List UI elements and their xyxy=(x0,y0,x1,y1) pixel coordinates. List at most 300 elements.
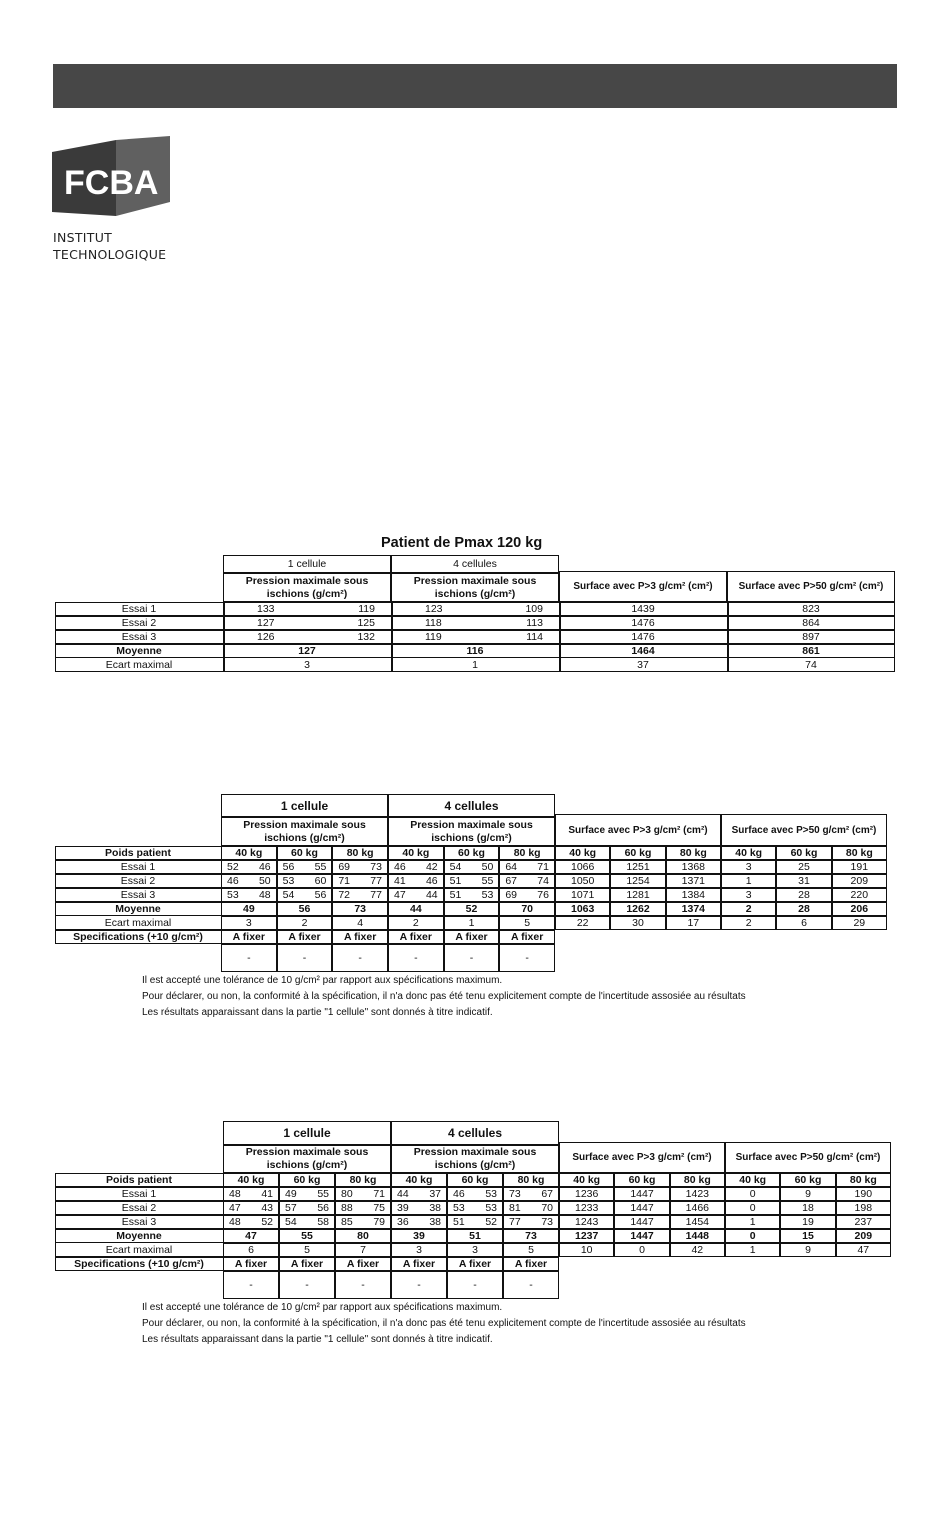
t3-moyenne-c1: 55 xyxy=(301,1230,313,1242)
t2-ecart-s50: 29 xyxy=(853,917,866,929)
t3-s3-value: 1454 xyxy=(685,1216,709,1228)
t2-weight-label: 40 kg xyxy=(569,847,597,859)
value-right: 58 xyxy=(317,1216,329,1228)
t1-group1-label: 1 cellule xyxy=(287,558,327,570)
t3-moyenne-s3: 1448 xyxy=(685,1230,709,1242)
t2-spec-dash: - xyxy=(302,952,307,964)
t2-row-label: Essai 3 xyxy=(120,889,156,901)
t2-ecart-c1: 3 xyxy=(245,917,252,929)
t2-s50-value: 3 xyxy=(745,889,752,901)
t3-weight-label: 80 kg xyxy=(517,1174,545,1186)
t2-c4-values xyxy=(499,888,555,902)
value-right: 53 xyxy=(481,889,494,901)
t2-s50-value: 191 xyxy=(850,861,869,873)
t3-s50-value: 9 xyxy=(805,1188,811,1200)
value-left: 127 xyxy=(257,617,275,629)
t2-ecart-s3: 30 xyxy=(632,917,644,929)
t3-c1-values xyxy=(223,1215,279,1229)
t2-moyenne-c1: 49 xyxy=(242,903,255,915)
t2-ecart-c1: 2 xyxy=(301,917,308,929)
logo-subtitle-line2: TECHNOLOGIQUE xyxy=(53,247,167,262)
t3-moyenne-c4: 39 xyxy=(413,1230,425,1242)
note-line: Les résultats apparaissant dans la partie "1 cellule" sont donnés à titre indicatif. xyxy=(142,1007,493,1018)
t1-s3-value: 1476 xyxy=(631,631,655,643)
t3-ecart-c4: 5 xyxy=(528,1244,534,1256)
t2-spec-value: A fixer xyxy=(399,931,432,943)
t2-moyenne-label: Moyenne xyxy=(115,903,161,915)
note-line: Il est accepté une tolérance de 10 g/cm² par rapport aux spécifications maximum. xyxy=(142,975,503,986)
t3-s3-value: 1447 xyxy=(630,1216,654,1228)
t3-moyenne-s3: 1237 xyxy=(574,1230,599,1242)
t3-ecart-c4: 3 xyxy=(472,1244,478,1256)
value-right: 75 xyxy=(373,1202,385,1214)
t1-ecart-label: Ecart maximal xyxy=(105,659,173,671)
t3-c1-values xyxy=(279,1201,335,1215)
table1-title: Patient de Pmax 120 kg xyxy=(381,535,543,551)
t2-c1-values xyxy=(277,874,333,888)
t2-surf3-label: Surface avec P>3 g/cm² (cm²) xyxy=(568,824,708,836)
t3-row-label: Essai 2 xyxy=(121,1202,157,1214)
value-left: 69 xyxy=(338,861,351,873)
note-line: Les résultats apparaissant dans la partie "1 cellule" sont donnés à titre indicatif. xyxy=(142,1334,493,1345)
t1-row-label: Essai 3 xyxy=(121,631,157,643)
value-left: 56 xyxy=(282,861,295,873)
value-right: 50 xyxy=(258,875,271,887)
t2-c4-values xyxy=(444,860,500,874)
t3-s3-value: 1447 xyxy=(630,1188,654,1200)
value-left: 57 xyxy=(285,1202,297,1214)
t1-surf50-label: Surface avec P>50 g/cm² (cm²) xyxy=(738,581,884,592)
t1-moyenne-c4: 116 xyxy=(466,645,484,657)
t3-s3-value: 1243 xyxy=(574,1216,599,1228)
t2-s3-value: 1251 xyxy=(626,861,650,873)
t1-ecart-s50: 74 xyxy=(805,659,817,671)
t1-c1-values xyxy=(251,630,381,644)
t2-c4-values xyxy=(499,860,555,874)
value-right: 42 xyxy=(425,861,438,873)
value-right: 53 xyxy=(485,1188,497,1200)
value-right: 56 xyxy=(314,889,327,901)
t3-surf3-label: Surface avec P>3 g/cm² (cm²) xyxy=(572,1152,712,1163)
value-right: 38 xyxy=(429,1216,441,1228)
value-right: 119 xyxy=(358,603,375,615)
t2-c1-values xyxy=(332,874,388,888)
value-left: 46 xyxy=(227,875,239,887)
t3-s50-value: 0 xyxy=(749,1202,756,1214)
value-right: 71 xyxy=(537,861,549,873)
t2-spec-label: Specifications (+10 g/cm²) xyxy=(73,931,203,943)
t3-c1-values xyxy=(335,1215,391,1229)
t2-c1-values xyxy=(332,860,388,874)
t2-c1-values xyxy=(221,888,277,902)
t2-s3-value: 1066 xyxy=(570,861,595,873)
t3-spec-dash: - xyxy=(249,1279,253,1291)
t2-moyenne-c4: 70 xyxy=(521,903,533,915)
value-left: 80 xyxy=(341,1188,353,1200)
value-left: 48 xyxy=(229,1188,241,1200)
t3-group1-label: 1 cellule xyxy=(283,1126,331,1140)
t3-s3-value: 1423 xyxy=(685,1188,709,1200)
t2-weight-label: 40 kg xyxy=(402,847,430,859)
t3-c4-values xyxy=(503,1215,559,1229)
t3-ecart-s50: 9 xyxy=(805,1244,811,1256)
t3-weight-label: 60 kg xyxy=(794,1174,822,1186)
t3-ecart-s3: 10 xyxy=(580,1244,593,1256)
t2-ecart-c4: 1 xyxy=(468,917,475,929)
t3-moyenne-c4: 73 xyxy=(525,1230,537,1242)
t3-spec-dash: - xyxy=(473,1279,477,1291)
value-left: 44 xyxy=(397,1188,409,1200)
t3-weight-label: 40 kg xyxy=(739,1174,767,1186)
t2-s3-value: 1071 xyxy=(570,889,595,901)
notes-a xyxy=(142,973,746,1021)
t2-weight-label: 80 kg xyxy=(346,847,374,859)
t2-s3-value: 1384 xyxy=(681,889,705,901)
value-left: 71 xyxy=(338,875,351,887)
value-left: 48 xyxy=(229,1216,241,1228)
t3-ecart-c1: 5 xyxy=(304,1244,310,1256)
t3-c1-values xyxy=(223,1201,279,1215)
t2-c1-values xyxy=(221,874,277,888)
t3-s50-value: 19 xyxy=(802,1216,814,1228)
t2-spec-value: A fixer xyxy=(455,931,488,943)
t2-s50-value: 28 xyxy=(798,889,810,901)
t1-group2-label: 4 cellules xyxy=(453,558,497,570)
t2-weight-label: 60 kg xyxy=(624,847,652,859)
value-left: 133 xyxy=(257,603,275,615)
t2-moyenne-s50: 28 xyxy=(798,903,810,915)
t3-ecart-c1: 6 xyxy=(248,1244,254,1256)
header-bar xyxy=(53,64,897,108)
t2-ecart-s50: 2 xyxy=(745,917,752,929)
t3-s50-value: 18 xyxy=(802,1202,814,1214)
t3-s50-value: 0 xyxy=(749,1188,756,1200)
t3-c1-values xyxy=(335,1201,391,1215)
t3-c4-values xyxy=(503,1201,559,1215)
t3-moyenne-c1: 80 xyxy=(357,1230,369,1242)
t2-c1-values xyxy=(221,860,277,874)
t1-moyenne-s50: 861 xyxy=(802,645,820,657)
t2-spec-value: A fixer xyxy=(288,931,321,943)
t2-ecart-label: Ecart maximal xyxy=(104,917,172,929)
t3-c4-values xyxy=(447,1187,503,1201)
t3-spec-value: A fixer xyxy=(458,1258,492,1270)
value-left: 54 xyxy=(285,1216,297,1228)
t1-s3-value: 1476 xyxy=(631,617,655,629)
value-left: 64 xyxy=(505,861,518,873)
t3-surf50-label: Surface avec P>50 g/cm² (cm²) xyxy=(735,1152,881,1163)
value-left: 46 xyxy=(394,861,406,873)
value-right: 52 xyxy=(485,1216,497,1228)
t3-c4-values xyxy=(391,1187,447,1201)
t2-weight-label: 80 kg xyxy=(845,847,873,859)
t3-spec-dash: - xyxy=(361,1279,365,1291)
t2-c1-values xyxy=(277,888,333,902)
t2-s50-value: 220 xyxy=(850,889,869,901)
value-right: 67 xyxy=(541,1188,553,1200)
value-right: 109 xyxy=(525,603,543,615)
t3-moyenne-s3: 1447 xyxy=(630,1230,654,1242)
value-right: 48 xyxy=(258,889,271,901)
value-right: 125 xyxy=(357,617,375,629)
t1-s3-value: 1439 xyxy=(631,603,655,615)
notes-b xyxy=(142,1300,746,1348)
t2-c4-values xyxy=(388,874,444,888)
t3-weight-label: 60 kg xyxy=(461,1174,489,1186)
value-right: 44 xyxy=(425,889,438,901)
t1-surf3-label: Surface avec P>3 g/cm² (cm²) xyxy=(573,581,713,592)
t3-weight-label: 60 kg xyxy=(628,1174,656,1186)
t3-s3-value: 1447 xyxy=(630,1202,654,1214)
t3-c1-values xyxy=(279,1215,335,1229)
value-right: 74 xyxy=(537,875,549,887)
value-left: 47 xyxy=(229,1202,241,1214)
value-right: 55 xyxy=(317,1188,329,1200)
t3-weight-label: 80 kg xyxy=(849,1174,877,1186)
value-right: 41 xyxy=(261,1188,273,1200)
t2-ecart-c4: 2 xyxy=(412,917,419,929)
t2-weight-label: 40 kg xyxy=(235,847,263,859)
t3-spec-value: A fixer xyxy=(290,1258,324,1270)
t2-ecart-s3: 22 xyxy=(576,917,589,929)
value-left: 118 xyxy=(425,617,442,629)
t2-moyenne-s3: 1262 xyxy=(626,903,650,915)
value-left: 54 xyxy=(449,861,462,873)
t2-spec-value: A fixer xyxy=(511,931,544,943)
t3-c4-values xyxy=(447,1201,503,1215)
t2-s50-value: 209 xyxy=(850,875,869,887)
value-right: 77 xyxy=(370,875,382,887)
t2-s3-value: 1368 xyxy=(681,861,705,873)
t3-spec-value: A fixer xyxy=(346,1258,380,1270)
t3-c1-values xyxy=(223,1187,279,1201)
value-left: 72 xyxy=(338,889,351,901)
t2-ecart-s3: 17 xyxy=(687,917,700,929)
t3-ecart-s3: 42 xyxy=(691,1244,704,1256)
value-right: 77 xyxy=(370,889,382,901)
t3-s50-value: 237 xyxy=(854,1216,873,1228)
value-left: 36 xyxy=(397,1216,409,1228)
t3-group2-label: 4 cellules xyxy=(447,1126,503,1140)
value-right: 52 xyxy=(261,1216,273,1228)
value-left: 53 xyxy=(282,875,295,887)
t2-moyenne-s50: 206 xyxy=(850,903,869,915)
note-line: Pour déclarer, ou non, la conformité à la spécification, il n'a donc pas été tenu explicitement compte de l'incertitude assosiée au résultats xyxy=(142,991,746,1002)
value-left: 54 xyxy=(282,889,295,901)
t2-weight-label: 60 kg xyxy=(291,847,318,859)
value-right: 114 xyxy=(526,631,543,643)
t2-c4-values xyxy=(444,888,500,902)
note-line: Pour déclarer, ou non, la conformité à la spécification, il n'a donc pas été tenu explicitement compte de l'incertitude assosiée au résultats xyxy=(142,1318,746,1329)
value-right: 113 xyxy=(526,617,543,629)
t3-moyenne-s50: 0 xyxy=(749,1230,756,1242)
t3-weight-label: 80 kg xyxy=(349,1174,377,1186)
t3-c4-values xyxy=(391,1215,447,1229)
t3-spec-dash: - xyxy=(529,1279,533,1291)
value-left: 52 xyxy=(227,861,239,873)
t2-c4-values xyxy=(444,874,500,888)
value-left: 51 xyxy=(449,875,462,887)
t1-ecart-s3: 37 xyxy=(637,659,649,671)
t1-s50-value: 897 xyxy=(802,631,820,643)
t3-ecart-c4: 3 xyxy=(416,1244,422,1256)
t2-s3-value: 1371 xyxy=(681,875,705,887)
value-right: 55 xyxy=(314,861,327,873)
t2-group2-label: 4 cellules xyxy=(444,798,499,813)
t3-ecart-s50: 1 xyxy=(749,1244,756,1256)
t2-spec-dash: - xyxy=(525,952,529,964)
t2-ecart-s50: 6 xyxy=(801,917,807,929)
t3-c1-values xyxy=(335,1187,391,1201)
t1-c4-values xyxy=(419,616,549,630)
fcba-logo xyxy=(52,136,172,216)
t3-moyenne-c1: 47 xyxy=(245,1230,257,1242)
t1-c4-values xyxy=(419,602,549,616)
t3-s3-value: 1466 xyxy=(685,1202,709,1214)
t2-s50-value: 31 xyxy=(798,875,810,887)
t1-row-label: Essai 2 xyxy=(121,617,157,629)
value-right: 43 xyxy=(261,1202,273,1214)
value-right: 60 xyxy=(314,875,327,887)
value-left: 51 xyxy=(449,889,462,901)
value-left: 126 xyxy=(257,631,275,643)
t3-moyenne-c4: 51 xyxy=(469,1230,481,1242)
logo-subtitle-line1: INSTITUT xyxy=(53,230,113,245)
t3-moyenne-label: Moyenne xyxy=(116,1230,162,1242)
t3-weight-label: 40 kg xyxy=(405,1174,433,1186)
value-left: 85 xyxy=(341,1216,353,1228)
t1-ecart-c1: 3 xyxy=(304,659,310,671)
t2-ecart-c4: 5 xyxy=(524,917,531,929)
t2-c4-values xyxy=(388,888,444,902)
value-right: 73 xyxy=(541,1216,553,1228)
t1-pressure-label: Pression maximale sous ischions (g/cm²) xyxy=(245,574,369,600)
value-right: 79 xyxy=(373,1216,385,1228)
value-left: 47 xyxy=(394,889,406,901)
t3-ecart-label: Ecart maximal xyxy=(105,1244,173,1256)
value-left: 46 xyxy=(453,1188,465,1200)
t3-c4-values xyxy=(503,1187,559,1201)
t2-s50-value: 1 xyxy=(745,875,752,887)
t3-c4-values xyxy=(391,1201,447,1215)
value-left: 41 xyxy=(394,875,406,887)
value-left: 88 xyxy=(341,1202,353,1214)
t3-s3-value: 1233 xyxy=(574,1202,599,1214)
value-left: 67 xyxy=(505,875,518,887)
value-right: 71 xyxy=(373,1188,385,1200)
t2-row-label: Essai 2 xyxy=(120,875,156,887)
t2-c1-values xyxy=(277,860,333,874)
t2-s3-value: 1281 xyxy=(626,889,650,901)
note-line: Il est accepté une tolérance de 10 g/cm² par rapport aux spécifications maximum. xyxy=(142,1302,503,1313)
t2-c4-values xyxy=(499,874,555,888)
t3-ecart-c1: 7 xyxy=(360,1244,366,1256)
t3-weight-label: 80 kg xyxy=(683,1174,711,1186)
t3-s50-value: 190 xyxy=(854,1188,873,1200)
t2-moyenne-s3: 1374 xyxy=(681,903,705,915)
t2-moyenne-c1: 56 xyxy=(298,903,311,915)
t1-c1-values xyxy=(251,602,381,616)
t3-weight-label: 60 kg xyxy=(293,1174,321,1186)
value-right: 37 xyxy=(429,1188,441,1200)
t2-c1-values xyxy=(332,888,388,902)
t2-weight-label: 60 kg xyxy=(790,847,818,859)
t2-s50-value: 3 xyxy=(745,861,752,873)
value-right: 132 xyxy=(357,631,375,643)
t2-moyenne-c4: 44 xyxy=(409,903,422,915)
value-left: 49 xyxy=(285,1188,297,1200)
t2-moyenne-s50: 2 xyxy=(745,903,752,915)
value-left: 53 xyxy=(227,889,239,901)
t1-s50-value: 823 xyxy=(802,603,820,615)
t3-row-label: Essai 1 xyxy=(121,1188,157,1200)
t2-group1-label: 1 cellule xyxy=(280,798,329,813)
t1-moyenne-s3: 1464 xyxy=(631,645,655,657)
t2-weight-label: 80 kg xyxy=(513,847,541,859)
t2-spec-dash: - xyxy=(358,952,362,964)
value-left: 81 xyxy=(509,1202,521,1214)
value-right: 76 xyxy=(537,889,549,901)
t3-s3-value: 1236 xyxy=(574,1188,599,1200)
t2-spec-value: A fixer xyxy=(232,931,265,943)
value-left: 123 xyxy=(425,603,443,615)
t2-spec-dash: - xyxy=(469,952,474,964)
t2-s50-value: 25 xyxy=(798,861,810,873)
value-right: 46 xyxy=(258,861,271,873)
t2-moyenne-c1: 73 xyxy=(354,903,366,915)
t3-moyenne-s50: 209 xyxy=(854,1230,873,1242)
t3-poids-label: Poids patient xyxy=(106,1174,172,1186)
t2-spec-dash: - xyxy=(247,952,251,964)
t3-pressure-label: Pression maximale sous ischions (g/cm²) xyxy=(245,1146,369,1171)
t1-c4-values xyxy=(419,630,549,644)
t3-spec-value: A fixer xyxy=(514,1258,548,1270)
value-right: 38 xyxy=(429,1202,441,1214)
t1-c1-values xyxy=(251,616,381,630)
t1-ecart-c4: 1 xyxy=(472,659,478,671)
t2-c4-values xyxy=(388,860,444,874)
value-left: 53 xyxy=(453,1202,465,1214)
t3-c4-values xyxy=(447,1215,503,1229)
value-left: 51 xyxy=(453,1216,465,1228)
t3-ecart-s3: 0 xyxy=(639,1244,645,1256)
logo-subtitle xyxy=(53,229,166,263)
t2-row-label: Essai 1 xyxy=(120,861,156,873)
t2-spec-dash: - xyxy=(414,952,418,964)
t1-moyenne-label: Moyenne xyxy=(116,645,162,657)
t3-c1-values xyxy=(279,1187,335,1201)
t2-pressure-label: Pression maximale sous ischions (g/cm²) xyxy=(410,818,533,844)
t1-pressure-label: Pression maximale sous ischions (g/cm²) xyxy=(413,574,537,600)
t2-surf50-label: Surface avec P>50 g/cm² (cm²) xyxy=(731,824,877,836)
t3-weight-label: 40 kg xyxy=(237,1174,265,1186)
value-right: 55 xyxy=(481,875,494,887)
t1-s50-value: 864 xyxy=(802,617,820,629)
t3-row-label: Essai 3 xyxy=(121,1216,157,1228)
value-right: 50 xyxy=(481,861,494,873)
t3-spec-dash: - xyxy=(305,1279,309,1291)
logo-text: FCBA xyxy=(64,164,159,202)
t3-ecart-s50: 47 xyxy=(857,1244,870,1256)
t2-s3-value: 1050 xyxy=(570,875,595,887)
t1-moyenne-c1: 127 xyxy=(298,645,316,657)
t3-spec-dash: - xyxy=(417,1279,421,1291)
t2-moyenne-s3: 1063 xyxy=(570,903,595,915)
t3-moyenne-s50: 15 xyxy=(802,1230,814,1242)
value-left: 119 xyxy=(425,631,442,643)
value-right: 46 xyxy=(425,875,438,887)
t2-ecart-c1: 4 xyxy=(357,917,364,929)
